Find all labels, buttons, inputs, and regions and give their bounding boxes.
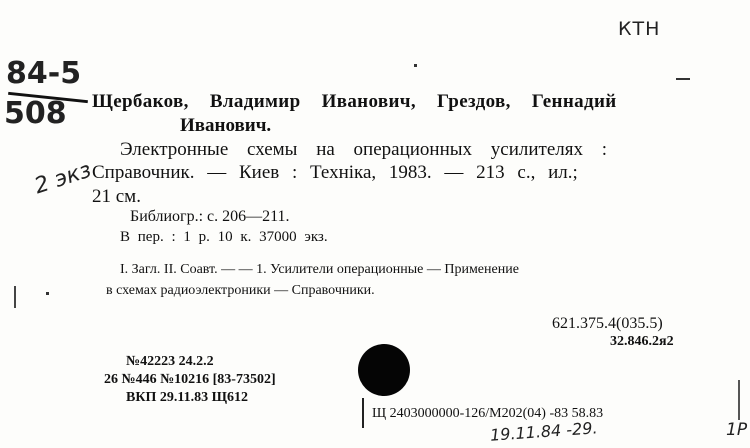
handwritten-kth: КТН [618, 18, 661, 40]
title-line-2: Справочник. — Киев : Техніка, 1983. — 213 с., ил.; [92, 162, 578, 183]
handwritten-copies-note: 2 экз [31, 157, 95, 200]
speck [414, 64, 417, 67]
speck [14, 286, 16, 308]
title-line-1: Электронные схемы на операционных усилителях : [120, 139, 607, 160]
udc-number: 621.375.4(035.5) [552, 315, 663, 332]
tracings-line-2: в схемах радиоэлектроники — Справочники. [106, 283, 375, 298]
hole-punch [358, 344, 410, 396]
speck [738, 380, 740, 420]
registration-number: №42223 24.2.2 [126, 354, 214, 369]
handwritten-shelfmark-bottom: 508 [4, 96, 67, 131]
speck [676, 78, 690, 80]
bbk-number: 32.846.2я2 [610, 334, 674, 349]
handwritten-bottom-right: 1Р [726, 420, 748, 440]
author-heading-line-1: Щербаков, Владимир Иванович, Грездов, Геннадий [92, 91, 617, 112]
price-code-line: Щ 2403000000-126/М202(04) -83 58.83 [372, 406, 604, 421]
vkp-line: ВКП 29.11.83 Щ612 [126, 390, 248, 405]
handwritten-bottom-date: 19.11.84 -29. [489, 418, 599, 445]
author-heading-line-2: Иванович. [180, 115, 272, 136]
card-number-line: 26 №446 №10216 [83-73502] [104, 372, 276, 387]
handwritten-shelfmark-top: 84-5 [6, 56, 82, 91]
binding-price-run: В пер. : 1 р. 10 к. 37000 экз. [120, 229, 328, 245]
speck [46, 292, 49, 295]
title-line-3: 21 см. [92, 186, 141, 207]
bibliography-note: Библиогр.: с. 206—211. [130, 208, 290, 225]
tracings-line-1: I. Загл. II. Соавт. — — 1. Усилители операционные — Применение [120, 262, 519, 277]
